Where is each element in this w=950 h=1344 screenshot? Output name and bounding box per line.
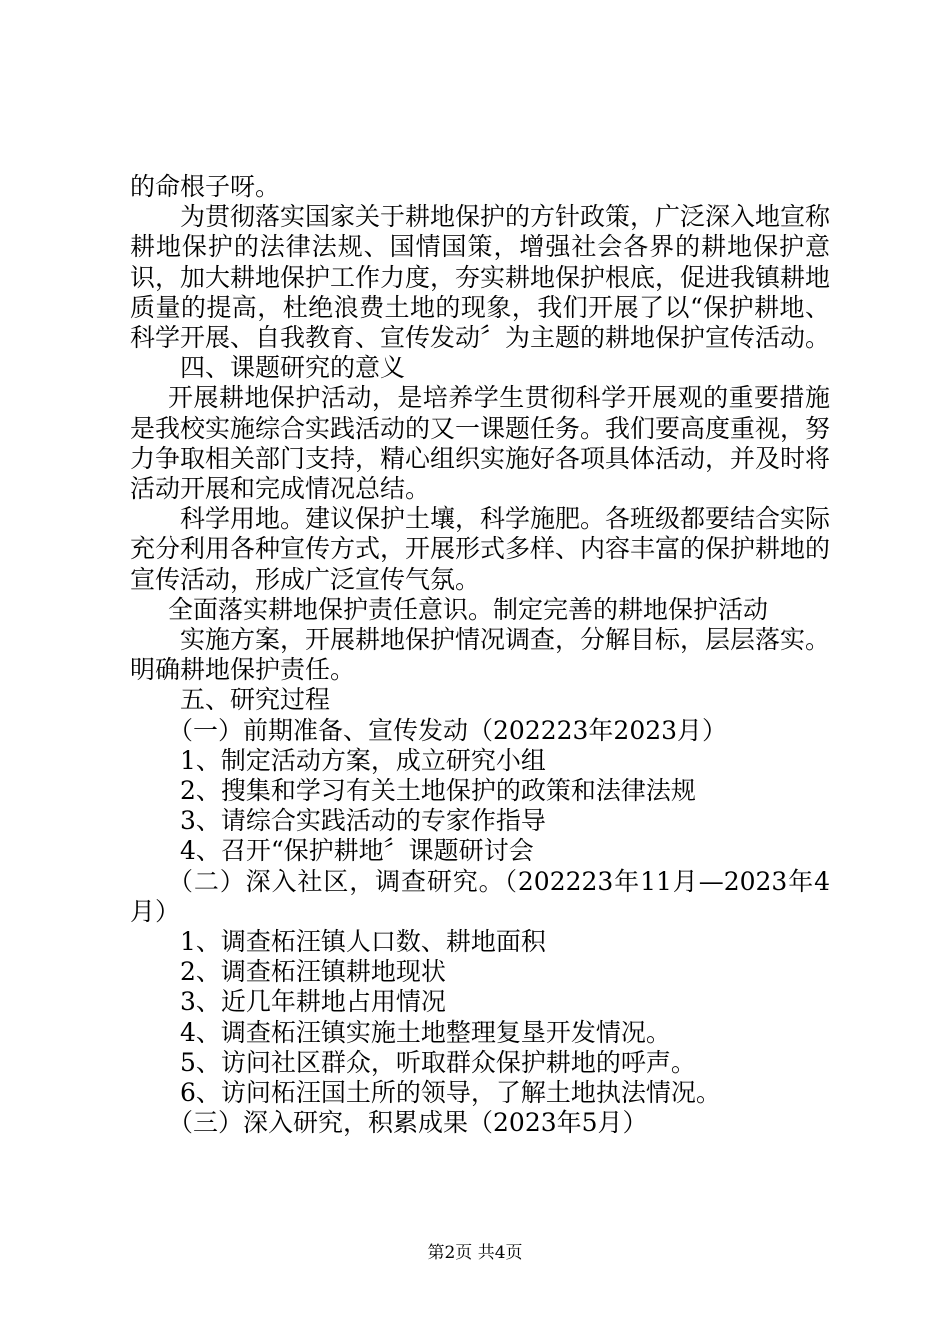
subsection-heading: （一）前期准备、宣传发动（202223年2023月）	[168, 715, 728, 745]
list-item: 1、制定活动方案，成立研究小组	[180, 745, 546, 775]
list-item: 2、搜集和学习有关土地保护的政策和法律法规	[180, 776, 696, 806]
paragraph: 全面落实耕地保护责任意识。制定完善的耕地保护活动	[168, 594, 769, 624]
subsection-heading: （三）深入研究，积累成果（2023年5月）	[168, 1108, 648, 1138]
list-item: 4、调查柘汪镇实施土地整理复垦开发情况。	[180, 1017, 671, 1047]
list-item: 4、召开“保护耕地〞课题研讨会	[180, 836, 534, 866]
paragraph: 为贯彻落实国家关于耕地保护的方针政策，广泛深入地宣称耕地保护的法律法规、国情国策，增强社会各界的耕地保护意识，加大耕地保护工作力度，夯实耕地保护根底，促进我镇耕地质量的提高，杜绝浪费土地的现象，我们开展了以“保护耕地、科学开展、自我教育、宣传发动〞为主题的耕地保护宣传活动。	[130, 202, 831, 353]
section-heading: 五、研究过程	[180, 685, 331, 715]
paragraph: 科学用地。建议保护土壤，科学施肥。各班级都要结合实际充分利用各种宣传方式，开展形式多样、内容丰富的保护耕地的宣传活动，形成广泛宣传气氛。	[130, 504, 831, 594]
page-footer	[0, 1242, 950, 1264]
paragraph: 实施方案，开展耕地保护情况调查，分解目标，层层落实。明确耕地保护责任。	[130, 625, 831, 685]
list-item: 6、访问柘汪国土所的领导，了解土地执法情况。	[180, 1078, 721, 1108]
list-item: 3、请综合实践活动的专家作指导	[180, 806, 546, 836]
list-item: 2、调查柘汪镇耕地现状	[180, 957, 446, 987]
page-number-label: 第2页 共4页	[427, 1243, 523, 1263]
paragraph: 开展耕地保护活动，是培养学生贯彻科学开展观的重要措施是我校实施综合实践活动的又一课题任务。我们要高度重视，努力争取相关部门支持，精心组织实施好各项具体活动，并及时将活动开展和完成情况总结。	[130, 383, 831, 504]
list-item: 1、调查柘汪镇人口数、耕地面积	[180, 927, 546, 957]
body-text	[130, 172, 830, 1139]
section-heading: 四、课题研究的意义	[180, 353, 406, 383]
paragraph: 的命根子呀。	[130, 172, 281, 201]
list-item: 5、访问社区群众，听取群众保护耕地的呼声。	[180, 1047, 696, 1077]
subsection-heading: （二）深入社区，调查研究。（202223年11月—2023年4月）	[130, 866, 830, 926]
list-item: 3、近几年耕地占用情况	[180, 987, 446, 1017]
